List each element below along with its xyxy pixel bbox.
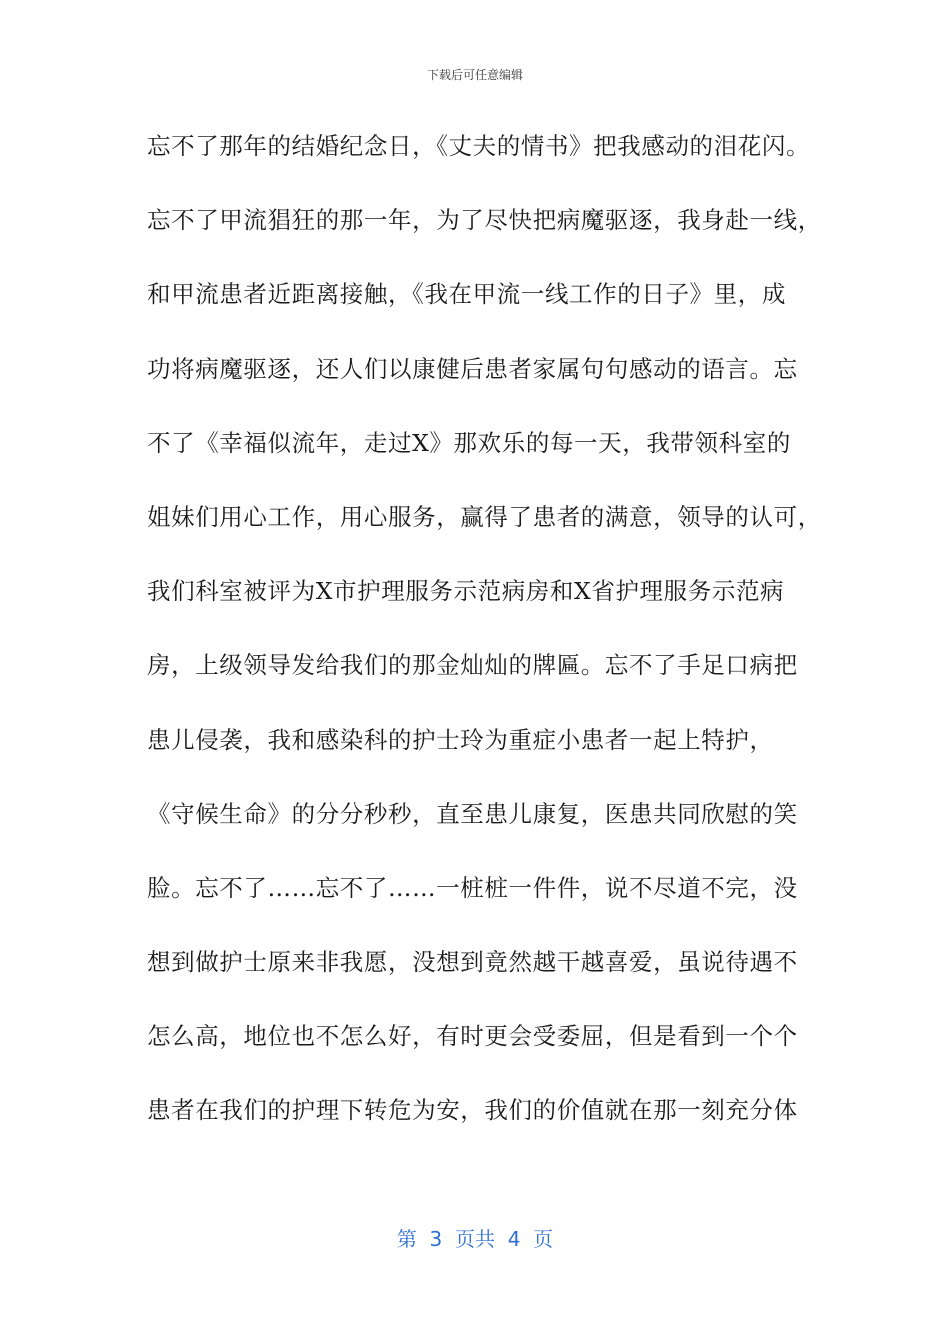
- body-line: 脸。忘不了……忘不了……一桩桩一件件，说不尽道不完，没: [147, 873, 798, 902]
- body-line: 和甲流患者近距离接触，《我在甲流一线工作的日子》里，成: [147, 280, 786, 309]
- body-text: [147, 124, 847, 1163]
- body-line: 怎么高，地位也不怎么好，有时更会受委屈，但是看到一个个: [147, 1022, 798, 1051]
- body-line: 忘不了甲流猖狂的那一年，为了尽快把病魔驱逐，我身赴一线，: [147, 206, 822, 235]
- page-header: 下载后可任意编辑: [426, 68, 523, 82]
- page-number: 第 3 页共 4 页: [396, 1227, 554, 1251]
- body-line: 房，上级领导发给我们的那金灿灿的牌匾。忘不了手足口病把: [147, 651, 798, 680]
- body-line: 《守候生命》的分分秒秒，直至患儿康复，医患共同欣慰的笑: [147, 799, 798, 828]
- body-line: 我们科室被评为X市护理服务示范病房和X省护理服务示范病: [147, 577, 785, 606]
- body-line: 忘不了那年的结婚纪念日，《丈夫的情书》把我感动的泪花闪。: [147, 132, 811, 160]
- body-line: 患者在我们的护理下转危为安，我们的价值就在那一刻充分体: [147, 1096, 798, 1125]
- body-line: 想到做护士原来非我愿，没想到竟然越干越喜爱，虽说待遇不: [147, 948, 798, 977]
- body-line: 功将病魔驱逐，还人们以康健后患者家属句句感动的语言。忘: [147, 354, 798, 383]
- body-line: 患儿侵袭，我和感染科的护士玲为重症小患者一起上特护，: [147, 725, 774, 754]
- body-line: 姐妹们用心工作，用心服务，赢得了患者的满意，领导的认可，: [147, 502, 822, 531]
- body-line: 不了《幸福似流年，走过X》那欢乐的每一天，我带领科室的: [147, 428, 791, 457]
